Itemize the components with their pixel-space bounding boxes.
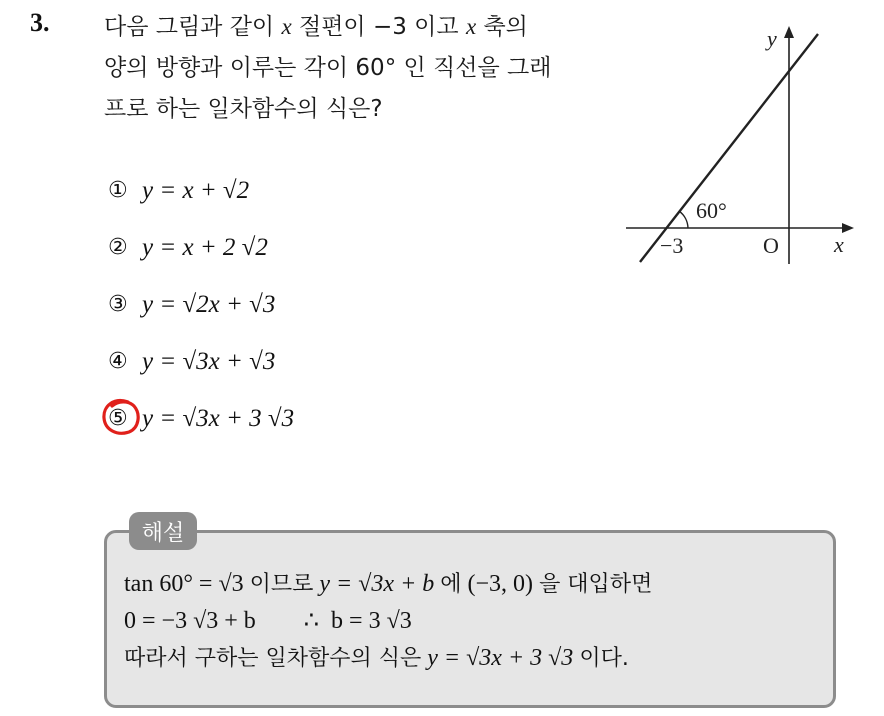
choice-3[interactable] (108, 276, 294, 333)
question-line-1-part: 축의 (476, 14, 528, 40)
answer-circle-mark (100, 396, 144, 438)
choice-1[interactable] (108, 162, 294, 219)
y-axis-arrow (784, 26, 794, 38)
choice-formula: y = x + √2 (142, 176, 250, 204)
line-graph (622, 22, 862, 272)
explanation-text (124, 566, 830, 677)
explanation-line-2: 0 = −3 √3 + b ∴ b = 3 √3 (124, 608, 412, 634)
choice-formula: y = √2x + √3 (142, 290, 276, 318)
question-number: 3. (30, 8, 50, 37)
choice-formula: y = x + 2 √2 (142, 233, 268, 261)
question-line-1-part: 다음 그림과 같이 (104, 14, 282, 40)
choice-formula: y = √3x + √3 (142, 347, 276, 375)
choice-marker: ③ (108, 292, 128, 317)
explanation-math: y = √3x + b (313, 571, 441, 597)
choice-2[interactable] (108, 219, 294, 276)
explanation-math: (−3, 0) (461, 571, 540, 597)
choice-marker: ⑤ (108, 406, 128, 431)
explanation-korean: 따라서 구하는 일차함수의 식은 (124, 646, 422, 671)
intercept-label: −3 (660, 233, 684, 258)
angle-arc (679, 211, 688, 228)
question-line-1-part: 절편이 −3 이고 (291, 14, 466, 40)
y-axis-label: y (767, 26, 777, 51)
x-axis-label: x (834, 232, 844, 257)
explanation-line-3 (124, 640, 830, 677)
choice-marker: ④ (108, 349, 128, 374)
origin-label: O (763, 233, 779, 258)
explanation-korean: 을 대입하면 (539, 572, 653, 597)
explanation-korean: 이다. (579, 646, 629, 671)
variable-x: x (281, 14, 292, 39)
explanation-korean: 이므로 (249, 572, 314, 597)
question-text (104, 6, 604, 130)
question-line-1 (104, 6, 604, 48)
choice-4[interactable] (108, 333, 294, 390)
explanation-line-1 (124, 566, 830, 603)
variable-x: x (465, 14, 477, 39)
explanation-math: tan 60° = √3 (124, 571, 250, 597)
explanation-korean: 에 (440, 572, 462, 597)
choice-marker: ② (108, 235, 128, 260)
angle-label: 60° (696, 198, 727, 223)
choice-formula: y = √3x + 3 √3 (142, 404, 295, 432)
choice-marker: ① (108, 178, 128, 203)
question-line-3: 프로 하는 일차함수의 식은? (104, 96, 383, 122)
explanation-tag: 해설 (129, 512, 197, 550)
choice-5[interactable] (108, 390, 294, 447)
question-line-2: 양의 방향과 이루는 각이 60° 인 직선을 그래 (104, 55, 552, 81)
explanation-math: y = √3x + 3 √3 (421, 645, 580, 671)
x-axis-arrow (842, 223, 854, 233)
answer-choices (108, 162, 294, 447)
